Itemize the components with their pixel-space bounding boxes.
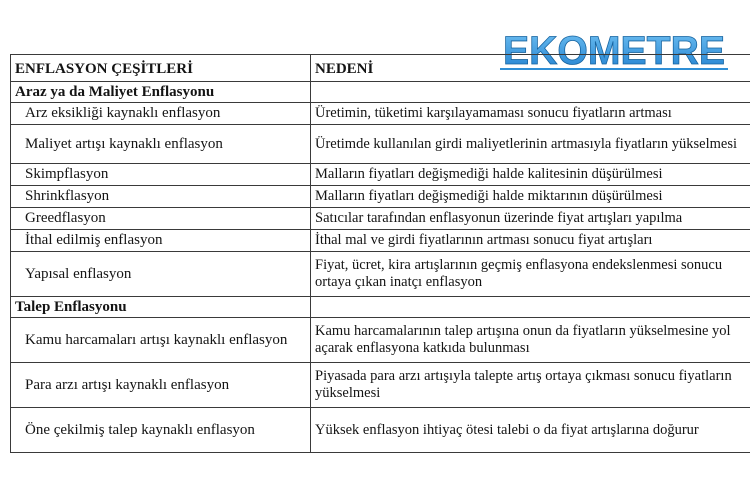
empty-cell xyxy=(311,82,750,103)
table-row xyxy=(11,103,750,125)
table-row xyxy=(11,318,750,363)
inflation-reason: Yüksek enflasyon ihtiyaç ötesi talebi o da fiyat artışlarına doğurur xyxy=(311,408,750,453)
inflation-types-table-wrapper xyxy=(10,54,750,453)
inflation-reason: Fiyat, ücret, kira artışlarının geçmiş enflasyona endekslenmesi sonucu ortaya çıkan inatçı enflasyon xyxy=(311,252,750,297)
inflation-reason: İthal mal ve girdi fiyatlarının artması sonucu fiyat artışları xyxy=(311,230,750,252)
table-row xyxy=(11,363,750,408)
table-header-row xyxy=(11,55,750,82)
section-title: Araz ya da Maliyet Enflasyonu xyxy=(11,82,311,103)
header-inflation-types: ENFLASYON ÇEŞİTLERİ xyxy=(11,55,311,82)
inflation-reason: Satıcılar tarafından enflasyonun üzerinde fiyat artışları yapılma xyxy=(311,208,750,230)
inflation-type: İthal edilmiş enflasyon xyxy=(11,230,311,252)
inflation-type: Kamu harcamaları artışı kaynaklı enflasyon xyxy=(11,318,311,363)
inflation-types-table xyxy=(10,54,750,453)
inflation-type: Öne çekilmiş talep kaynaklı enflasyon xyxy=(11,408,311,453)
table-row xyxy=(11,186,750,208)
table-row xyxy=(11,252,750,297)
inflation-reason: Üretimde kullanılan girdi maliyetlerinin artmasıyla fiyatların yükselmesi xyxy=(311,125,750,164)
inflation-type: Arz eksikliği kaynaklı enflasyon xyxy=(11,103,311,125)
inflation-reason: Kamu harcamalarının talep artışına onun da fiyatların yükselmesine yol açarak enflasyona katkıda bulunması xyxy=(311,318,750,363)
section-row xyxy=(11,297,750,318)
inflation-type: Yapısal enflasyon xyxy=(11,252,311,297)
inflation-type: Shrinkflasyon xyxy=(11,186,311,208)
empty-cell xyxy=(311,297,750,318)
inflation-reason: Üretimin, tüketimi karşılayamaması sonucu fiyatların artması xyxy=(311,103,750,125)
section-title: Talep Enflasyonu xyxy=(11,297,311,318)
section-row xyxy=(11,82,750,103)
logo-text: EKOMETRE xyxy=(503,29,725,73)
inflation-type: Para arzı artışı kaynaklı enflasyon xyxy=(11,363,311,408)
inflation-type: Maliyet artışı kaynaklı enflasyon xyxy=(11,125,311,164)
header-reason: NEDENİ xyxy=(311,55,750,82)
inflation-type: Greedflasyon xyxy=(11,208,311,230)
table-row xyxy=(11,164,750,186)
table-row xyxy=(11,208,750,230)
inflation-type: Skimpflasyon xyxy=(11,164,311,186)
inflation-reason: Malların fiyatları değişmediği halde kalitesinin düşürülmesi xyxy=(311,164,750,186)
table-row xyxy=(11,408,750,453)
inflation-reason: Piyasada para arzı artışıyla talepte artış ortaya çıkması sonucu fiyatların yükselmesi xyxy=(311,363,750,408)
inflation-reason: Malların fiyatları değişmediği halde miktarının düşürülmesi xyxy=(311,186,750,208)
table-row xyxy=(11,230,750,252)
table-row xyxy=(11,125,750,164)
